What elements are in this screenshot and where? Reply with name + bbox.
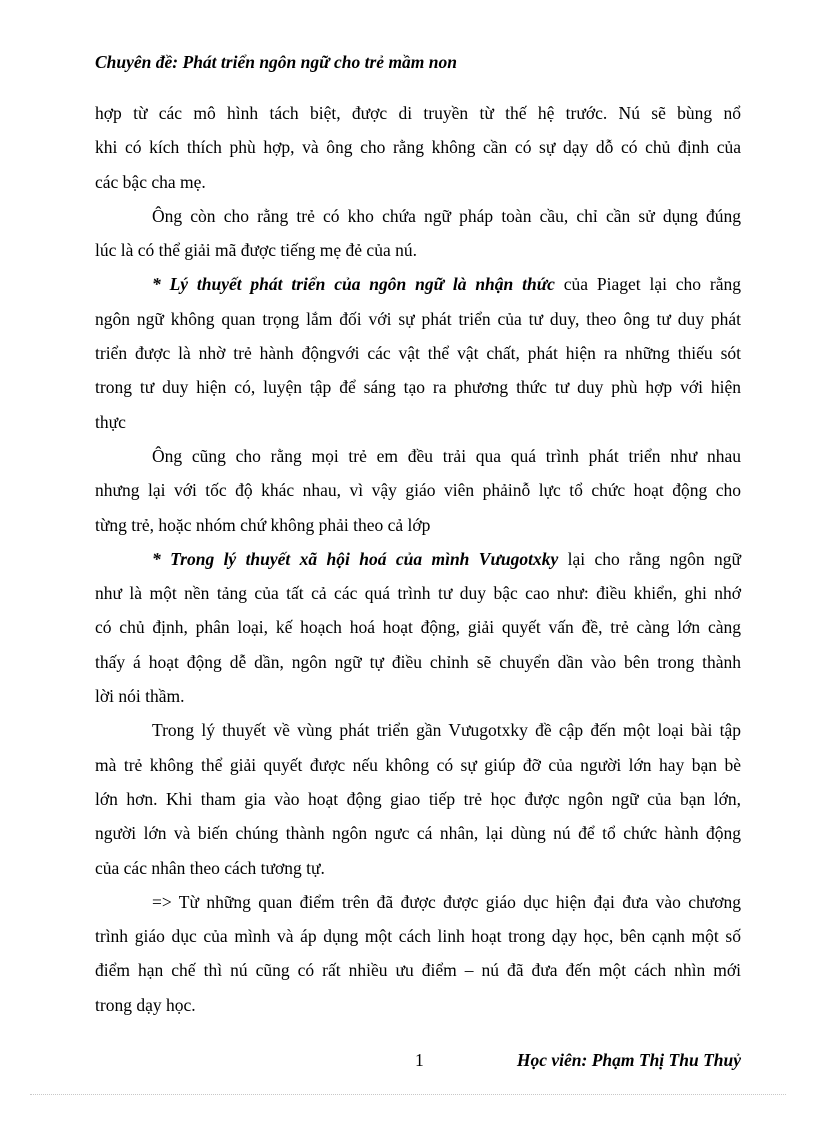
text-line: thấy á hoạt động dễ dần, ngôn ngữ tự điều chỉnh sẽ chuyển dần vào bên trong thành — [95, 651, 741, 672]
text-line: trong dạy học. — [95, 994, 196, 1015]
page-footer — [95, 1048, 741, 1076]
text-line: các bậc cha mẹ. — [95, 171, 206, 192]
page-number: 1 — [415, 1050, 424, 1070]
text-line: trong tư duy hiện có, luyện tập để sáng tạo ra phương thức tư duy phù hợp với hiện — [95, 377, 741, 398]
text-line: lúc là có thể giải mã được tiếng mẹ đẻ của nú. — [95, 240, 417, 261]
text-line: có chủ định, phân loại, kế hoạch hoá hoạt động, giải quyết vấn đề, trẻ càng lớn càng — [95, 617, 741, 638]
text-line: từng trẻ, hoặc nhóm chứ không phải theo cả lớp — [95, 514, 431, 535]
text-line: triển được là nhờ trẻ hành độngvới các vật thể vật chất, phát hiện ra những thiếu sót — [95, 343, 741, 364]
text-line: điểm hạn chế thì nú cũng có rất nhiều ưu điểm – nú đã đưa đến một cách nhìn mới — [95, 960, 741, 981]
text-line: trình giáo dục của mình và áp dụng một cách linh hoạt trong dạy học, bên cạnh một số — [95, 926, 741, 947]
text-line: => Từ những quan điểm trên đã được được giáo dục hiện đại đưa vào chương — [152, 891, 741, 912]
text-line: lời nói thầm. — [95, 686, 185, 707]
text-line: người lớn và biến chúng thành ngôn ngưc cá nhân, lại dùng nú để tổ chức hành động — [95, 823, 741, 844]
text-line: của các nhân theo cách tương tự. — [95, 857, 325, 878]
document-header: Chuyên đề: Phát triển ngôn ngữ cho trẻ mầm non — [95, 52, 458, 72]
text-line: Ông cũng cho rằng mọi trẻ em đều trải qua quá trình phát triển như nhau — [152, 445, 741, 466]
text-line: Trong lý thuyết về vùng phát triển gần Vưugotxky đề cập đến một loại bài tập — [152, 720, 741, 741]
text-line — [95, 267, 741, 301]
text-line: thực — [95, 411, 126, 432]
text-line: ngôn ngữ không quan trọng lắm đối với sự phát triển của tư duy, theo ông tư duy phát — [95, 308, 741, 329]
student-name: Học viên: Phạm Thị Thu Thuỷ — [516, 1050, 741, 1070]
document-body — [95, 96, 741, 1022]
text-span: của Piaget lại cho rằng — [554, 274, 741, 295]
text-line: lớn hơn. Khi tham gia vào hoạt động giao tiếp trẻ học được ngôn ngữ của bạn lớn, — [95, 788, 741, 809]
page-bottom-divider — [30, 1094, 786, 1095]
text-line: như là một nền tảng của tất cả các quá trình tư duy bậc cao như: điều khiển, ghi nhớ — [95, 583, 741, 604]
text-line: Ông còn cho rằng trẻ có kho chứa ngữ pháp toàn cầu, chỉ cần sử dụng đúng — [152, 205, 741, 226]
text-span: lại cho rằng ngôn ngữ — [558, 548, 741, 569]
text-line: khi có kích thích phù hợp, và ông cho rằng không cần có sự dạy dỗ có chủ định của — [95, 137, 741, 158]
theory-heading-vygotsky: * Trong lý thuyết xã hội hoá của mình Vưugotxky — [152, 548, 559, 569]
theory-heading-piaget: * Lý thuyết phát triển của ngôn ngữ là nhận thức — [152, 274, 555, 295]
text-line: nhưng lại với tốc độ khác nhau, vì vậy giáo viên phảinỗ lực tổ chức hoạt động cho — [95, 480, 741, 501]
text-line: mà trẻ không thể giải quyết được nếu không có sự giúp đỡ của người lớn hay bạn bè — [95, 754, 741, 775]
text-line — [95, 542, 741, 576]
text-line: hợp từ các mô hình tách biệt, được di truyền từ thế hệ trước. Nú sẽ bùng nổ — [95, 103, 741, 123]
